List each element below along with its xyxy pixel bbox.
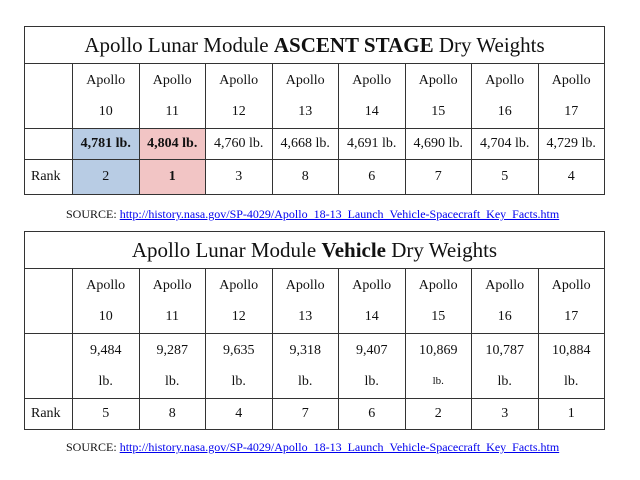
weight-cell: 4,704 lb.: [472, 129, 539, 160]
rank-cell: 4: [206, 399, 273, 430]
vehicle-table: [24, 231, 605, 430]
ascent-weight-row: [25, 129, 605, 160]
rank-cell: 6: [339, 399, 406, 430]
source-link[interactable]: http://history.nasa.gov/SP-4029/Apollo_18-13_Launch_Vehicle-Spacecraft_Key_Facts.htm: [119, 440, 560, 454]
weight-cell: 4,729 lb.: [538, 129, 605, 160]
rank-cell: 7: [272, 399, 339, 430]
rank-cell: 3: [206, 160, 273, 195]
mission-header: Apollo 10: [73, 64, 140, 129]
mission-header: Apollo 14: [339, 64, 406, 129]
vehicle-table-title: Apollo Lunar Module Vehicle Dry Weights: [25, 232, 605, 269]
mission-header: Apollo 16: [472, 269, 539, 334]
vehicle-header-row: [25, 269, 605, 334]
rank-cell: 6: [339, 160, 406, 195]
mission-header: Apollo 13: [272, 64, 339, 129]
mission-header: Apollo 12: [206, 64, 273, 129]
mission-header: Apollo 17: [538, 269, 605, 334]
rank-label: Rank: [25, 399, 73, 430]
rank-cell: 5: [472, 160, 539, 195]
weight-cell: 9,318 lb.: [272, 334, 339, 399]
ascent-stage-table: [24, 26, 605, 195]
rank-cell: 2: [405, 399, 472, 430]
ascent-rank-row: [25, 160, 605, 195]
ascent-table-title: Apollo Lunar Module ASCENT STAGE Dry Weights: [25, 27, 605, 64]
ascent-header-row: [25, 64, 605, 129]
mission-header: Apollo 15: [405, 269, 472, 334]
ascent-source-note: [66, 207, 559, 222]
weight-cell: 9,484 lb.: [73, 334, 140, 399]
source-label: SOURCE:: [66, 207, 120, 221]
weight-cell: 10,869 lb.: [405, 334, 472, 399]
weight-cell: 9,407 lb.: [339, 334, 406, 399]
rank-cell: 7: [405, 160, 472, 195]
mission-header: Apollo 10: [73, 269, 140, 334]
mission-header: Apollo 13: [272, 269, 339, 334]
mission-header: Apollo 15: [405, 64, 472, 129]
rank-cell: 3: [472, 399, 539, 430]
weight-cell: 10,884 lb.: [538, 334, 605, 399]
vehicle-weight-row: [25, 334, 605, 399]
weight-cell: 9,635 lb.: [206, 334, 273, 399]
weight-cell: 4,760 lb.: [206, 129, 273, 160]
mission-header: Apollo 12: [206, 269, 273, 334]
mission-header: Apollo 17: [538, 64, 605, 129]
rank-cell: 1: [538, 399, 605, 430]
source-label: SOURCE:: [66, 440, 120, 454]
weight-cell-apollo-10: 4,781 lb.: [73, 129, 140, 160]
weight-cell: 9,287 lb.: [139, 334, 206, 399]
rank-cell: 8: [139, 399, 206, 430]
mission-header: Apollo 14: [339, 269, 406, 334]
vehicle-source-note: [66, 440, 559, 455]
weight-cell: 4,668 lb.: [272, 129, 339, 160]
rank-cell: 5: [73, 399, 140, 430]
vehicle-rank-row: [25, 399, 605, 430]
mission-header: Apollo 11: [139, 269, 206, 334]
rank-label: Rank: [25, 160, 73, 195]
weight-cell: 4,691 lb.: [339, 129, 406, 160]
source-link[interactable]: http://history.nasa.gov/SP-4029/Apollo_18-13_Launch_Vehicle-Spacecraft_Key_Facts.htm: [119, 207, 560, 221]
mission-header: Apollo 11: [139, 64, 206, 129]
rank-cell: 4: [538, 160, 605, 195]
rank-cell: 8: [272, 160, 339, 195]
weight-cell: 4,690 lb.: [405, 129, 472, 160]
rank-cell-apollo-10: 2: [73, 160, 140, 195]
mission-header: Apollo 16: [472, 64, 539, 129]
weight-cell: 10,787 lb.: [472, 334, 539, 399]
rank-cell-apollo-11: 1: [139, 160, 206, 195]
weight-cell-apollo-11: 4,804 lb.: [139, 129, 206, 160]
